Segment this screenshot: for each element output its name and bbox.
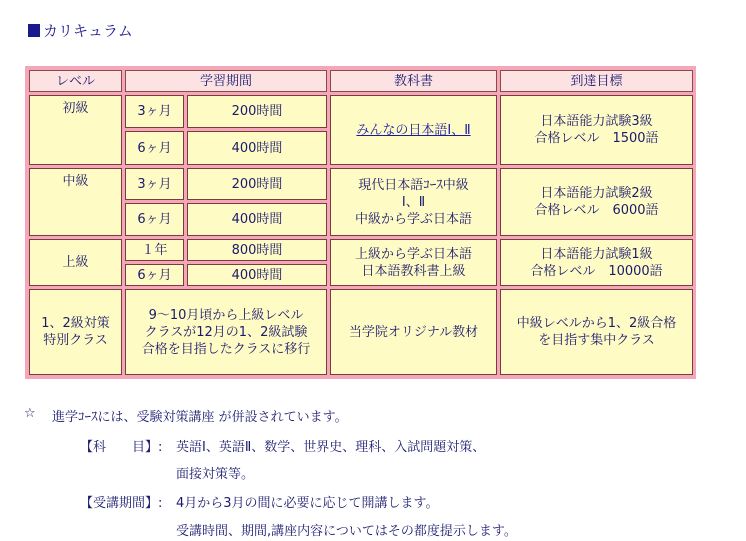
textbook-line: 上級から学ぶ日本語 <box>354 246 472 262</box>
goal-beginner <box>500 95 693 165</box>
textbook-line: Ⅰ、Ⅱ <box>401 194 426 210</box>
textbook-advanced <box>330 239 497 286</box>
level-advanced: 上級 <box>29 239 122 286</box>
term-cell: 6ヶ月 <box>125 264 184 286</box>
header-textbook: 教科書 <box>330 70 497 92</box>
period-text-2: 受講時間、期間,講座内容についてはその都度提示します。 <box>176 524 517 539</box>
goal-line: 日本語能力試験1級 <box>540 246 653 262</box>
notes-intro: 進学ｺｰｽには、受験対策講座 が併設されています。 <box>52 410 348 425</box>
term-cell: 3ヶ月 <box>125 168 184 200</box>
goal-line: 中級レベルから1、2級合格 <box>516 316 677 331</box>
curriculum-table <box>25 66 696 379</box>
level-beginner: 初級 <box>29 95 122 165</box>
term-cell: 3ヶ月 <box>125 95 184 128</box>
header-study-period: 学習期間 <box>125 70 327 92</box>
goal-line: 日本語能力試験2級 <box>540 186 653 201</box>
level-special-class <box>29 289 122 375</box>
level-intermediate: 中級 <box>29 168 122 236</box>
hours-cell: 200時間 <box>187 168 327 200</box>
hours-cell: 200時間 <box>187 95 327 128</box>
textbook-link[interactable]: みんなの日本語Ⅰ、Ⅱ <box>356 122 471 138</box>
textbook-line: 中級から学ぶ日本語 <box>354 211 472 227</box>
goal-special <box>500 289 693 375</box>
hours-cell: 400時間 <box>187 203 327 236</box>
hours-cell: 400時間 <box>187 264 327 286</box>
textbook-special: 当学院オリジナル教材 <box>330 289 497 375</box>
star-icon: ☆ <box>24 406 36 421</box>
header-level: レベル <box>29 70 122 92</box>
special-period <box>125 289 327 375</box>
hours-cell: 400時間 <box>187 131 327 165</box>
goal-line: 日本語能力試験3級 <box>540 114 653 129</box>
subjects-text-2: 面接対策等。 <box>176 467 255 482</box>
square-bullet-icon <box>28 24 40 37</box>
period-text: 4月から3月の間に必要に応じて開講します。 <box>176 496 439 511</box>
goal-line: 合格レベル 1500語 <box>534 131 659 146</box>
period-line: 9～10月頃から上級レベル <box>148 307 304 323</box>
period-line: 合格を目指したクラスに移行 <box>141 341 311 357</box>
header-goal: 到達目標 <box>500 70 693 92</box>
goal-advanced <box>500 239 693 286</box>
period-line: クラスが12月の1、2級試験 <box>144 324 308 340</box>
hours-cell: 800時間 <box>187 239 327 261</box>
subjects-label: 【科 目】: <box>80 440 163 455</box>
textbook-intermediate <box>330 168 497 236</box>
term-cell: 6ヶ月 <box>125 203 184 236</box>
goal-line: を目指す集中クラス <box>538 333 655 348</box>
page-heading <box>28 20 133 41</box>
textbook-line: 現代日本語ｺｰｽ中級 <box>358 177 469 193</box>
term-cell: １年 <box>125 239 184 261</box>
goal-line: 合格レベル 10000語 <box>530 263 663 279</box>
subjects-text: 英語Ⅰ、英語Ⅱ、数学、世界史、理科、入試問題対策、 <box>176 440 486 455</box>
period-label: 【受講期間】: <box>80 496 163 511</box>
level-line: 1、2級対策 <box>41 316 110 331</box>
textbook-beginner <box>330 95 497 165</box>
level-line: 特別クラス <box>43 333 108 348</box>
goal-intermediate <box>500 168 693 236</box>
term-cell: 6ヶ月 <box>125 131 184 165</box>
page-title: カリキュラム <box>43 22 133 40</box>
goal-line: 合格レベル 6000語 <box>534 203 659 218</box>
textbook-line: 日本語教科書上級 <box>361 263 466 279</box>
